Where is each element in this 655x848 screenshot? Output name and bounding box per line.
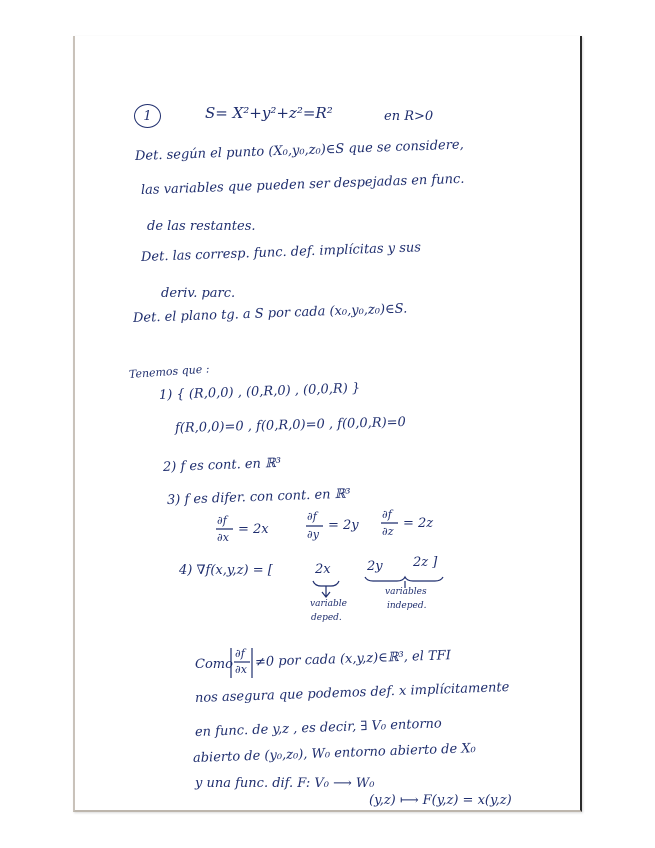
deriv-y-numerator: ∂f — [307, 510, 317, 523]
closing-line-4: abierto de (y₀,z₀), W₀ entorno abierto de X₀ — [192, 741, 477, 766]
closing-line-5: y una func. dif. F: V₀ ⟶ W₀ — [195, 776, 375, 791]
gradient-lhs: 4) ∇f(x,y,z) = [ — [179, 563, 273, 578]
deriv-x-numerator: ∂f — [217, 514, 227, 527]
intro-line-1: Det. según el punto (X₀,y₀,z₀)∈S que se considere, — [134, 137, 464, 164]
deriv-z-denominator: ∂z — [382, 525, 394, 538]
header-equation: S= X²+y²+z²=R² — [205, 104, 333, 122]
deriv-y-value: = 2y — [328, 518, 359, 533]
label-variables: variables — [385, 587, 427, 597]
label-deped: deped. — [311, 613, 342, 623]
closing-line-1: ≠0 por cada (x,y,z)∈ℝ³, el TFI — [254, 648, 452, 670]
ink-strokes — [75, 36, 584, 812]
notebook-page — [73, 36, 582, 812]
item-2: 2) f es cont. en ℝ³ — [162, 455, 282, 475]
label-variable: variable — [310, 599, 347, 609]
deriv-x-value: = 2x — [238, 522, 269, 537]
intro-line-5: deriv. parc. — [161, 286, 236, 301]
deriv-x-denominator: ∂x — [217, 531, 229, 544]
item-1-values: f(R,0,0)=0 , f(0,R,0)=0 , f(0,0,R)=0 — [174, 414, 407, 436]
closing-frac-den: ∂x — [235, 663, 247, 676]
gradient-entry-y: 2y — [367, 559, 383, 574]
tenemos-line: Tenemos que : — [128, 362, 210, 381]
intro-line-2: las variables que pueden ser despejadas en func. — [140, 171, 465, 198]
deriv-y-denominator: ∂y — [307, 528, 319, 541]
problem-number: 1 — [143, 108, 152, 124]
brace-independent — [365, 577, 443, 581]
header-condition: en R>0 — [384, 109, 434, 124]
item-1-points: 1) { (R,0,0) , (0,R,0) , (0,0,R) } — [158, 380, 361, 403]
closing-line-3: en func. de y,z , es decir, ∃ V₀ entorno — [194, 716, 443, 740]
intro-line-3: de las restantes. — [147, 219, 256, 234]
closing-como: Como — [195, 657, 233, 672]
intro-line-6: Det. el plano tg. a S por cada (x₀,y₀,z₀)∈S. — [132, 301, 408, 326]
gradient-entry-z: 2z ] — [413, 555, 438, 570]
label-indeped: indeped. — [387, 601, 427, 611]
intro-line-4: Det. las corresp. func. def. implícitas y sus — [140, 240, 422, 265]
closing-line-6: (y,z) ⟼ F(y,z) = x(y,z) — [369, 793, 512, 808]
gradient-entry-x: 2x — [315, 562, 331, 577]
deriv-z-numerator: ∂f — [382, 508, 392, 521]
closing-frac-num: ∂f — [235, 647, 245, 660]
item-3: 3) f es difer. con cont. en ℝ³ — [166, 486, 351, 508]
brace-dependent — [313, 581, 339, 586]
deriv-z-value: = 2z — [403, 516, 434, 531]
closing-line-2: nos asegura que podemos def. x implícitamente — [194, 680, 510, 706]
